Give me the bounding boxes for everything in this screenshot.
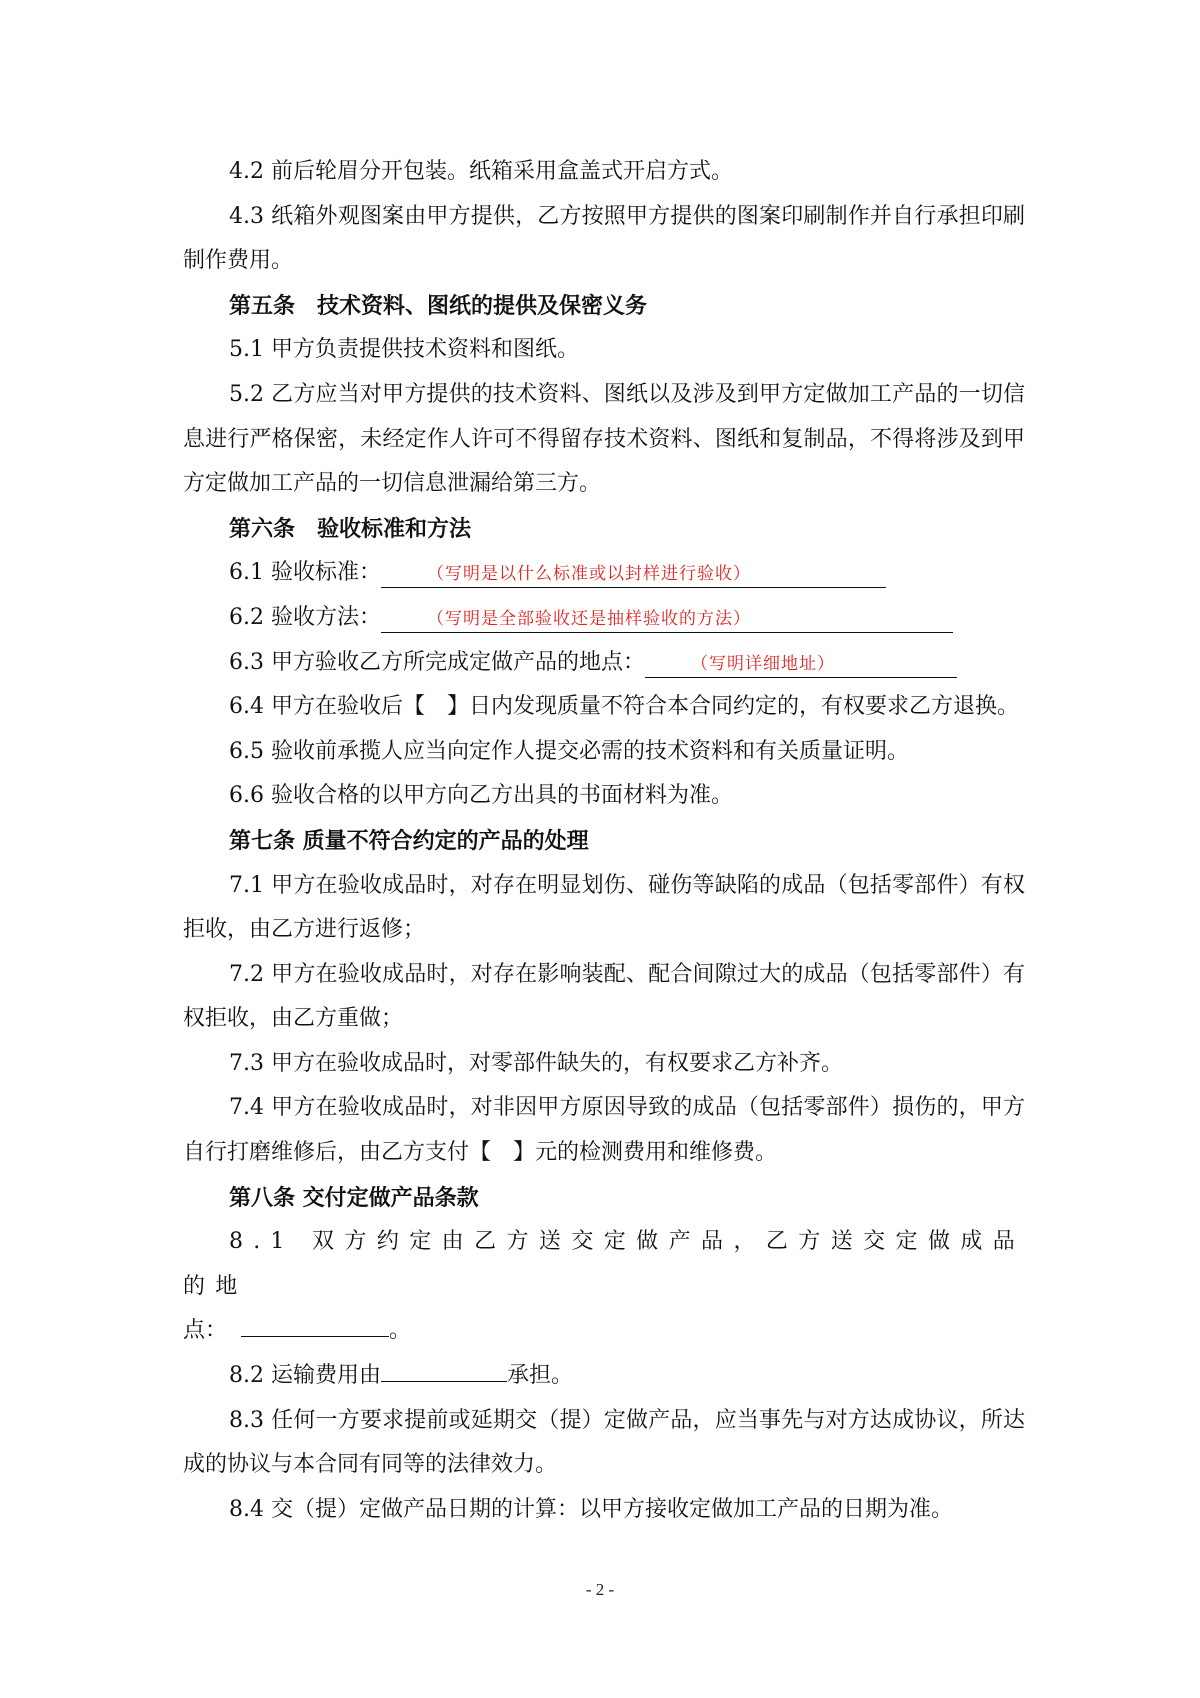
clause-8-2-prefix: 8.2 运输费用由 xyxy=(229,1363,381,1389)
clause-6-3-label: 6.3 甲方验收乙方所完成定做产品的地点： xyxy=(229,649,645,675)
clause-7-4: 7.4 甲方在验收成品时，对非因甲方原因导致的成品（包括零部件）损伤的，甲方自行打磨维修后，由乙方支付【 】元的检测费用和维修费。 xyxy=(183,1095,1025,1166)
clause-8-3: 8.3 任何一方要求提前或延期交（提）定做产品，应当事先与对方达成协议，所达成的协议与本合同有同等的法律效力。 xyxy=(183,1407,1025,1478)
clause-8-2-suffix: 承担。 xyxy=(506,1363,573,1389)
article-7-heading: 第七条 质量不符合约定的产品的处理 xyxy=(229,827,589,854)
clause-7-3: 7.3 甲方在验收成品时，对零部件缺失的，有权要求乙方补齐。 xyxy=(229,1050,843,1076)
freight-bearer-field[interactable] xyxy=(381,1355,507,1382)
clause-4-3: 4.3 纸箱外观图案由甲方提供，乙方按照甲方提供的图案印刷制作并自行承担印刷制作费用。 xyxy=(183,203,1025,274)
article-5-heading: 第五条 技术资料、图纸的提供及保密义务 xyxy=(229,292,648,319)
acceptance-location-hint: （写明详细地址） xyxy=(690,653,835,674)
clause-6-6: 6.6 验收合格的以甲方向乙方出具的书面材料为准。 xyxy=(229,783,733,809)
document-body xyxy=(183,150,1025,1532)
clause-6-5: 6.5 验收前承揽人应当向定作人提交必需的技术资料和有关质量证明。 xyxy=(229,738,909,764)
clause-8-1-line-2 xyxy=(183,1309,1025,1354)
page-number: - 2 - xyxy=(585,1580,615,1599)
acceptance-method-hint: （写明是全部验收还是抽样验收的方法） xyxy=(426,608,751,629)
article-8-heading: 第八条 交付定做产品条款 xyxy=(229,1184,479,1211)
clause-6-1 xyxy=(183,551,1025,596)
article-6-heading: 第六条 验收标准和方法 xyxy=(229,515,472,542)
clause-8-1-line-1: 8.1 双方约定由乙方送交定做产品，乙方送交定做成品的地 xyxy=(183,1229,1025,1299)
clause-7-2: 7.2 甲方在验收成品时，对存在影响装配、配合间隙过大的成品（包括零部件）有权拒收，由乙方重做； xyxy=(183,961,1025,1032)
acceptance-standard-hint: （写明是以什么标准或以封样进行验收） xyxy=(426,564,751,585)
clause-8-2 xyxy=(183,1354,1025,1399)
clause-8-1-prefix: 点： xyxy=(183,1318,228,1344)
clause-4-2: 4.2 前后轮眉分开包装。纸箱采用盒盖式开启方式。 xyxy=(229,159,733,184)
clause-6-2 xyxy=(183,596,1025,641)
clause-8-1-suffix: 。 xyxy=(389,1318,412,1344)
acceptance-location-field[interactable] xyxy=(645,650,957,678)
clause-5-1: 5.1 甲方负责提供技术资料和图纸。 xyxy=(229,337,579,363)
clause-5-2: 5.2 乙方应当对甲方提供的技术资料、图纸以及涉及到甲方定做加工产品的一切信息进行严格保密，未经定作人许可不得留存技术资料、图纸和复制品，不得将涉及到甲方定做加工产品的一切信息泄漏给第三方。 xyxy=(183,381,1025,497)
acceptance-standard-field[interactable] xyxy=(381,560,886,588)
clause-6-4: 6.4 甲方在验收后【 】日内发现质量不符合本合同约定的，有权要求乙方退换。 xyxy=(229,694,1019,720)
clause-6-1-label: 6.1 验收标准： xyxy=(229,560,381,586)
acceptance-method-field[interactable] xyxy=(381,605,953,633)
delivery-location-field[interactable] xyxy=(241,1310,389,1337)
clause-8-4: 8.4 交（提）定做产品日期的计算：以甲方接收定做加工产品的日期为准。 xyxy=(229,1496,953,1522)
clause-6-2-label: 6.2 验收方法： xyxy=(229,604,381,630)
clause-6-3 xyxy=(183,641,1025,686)
clause-7-1: 7.1 甲方在验收成品时，对存在明显划伤、碰伤等缺陷的成品（包括零部件）有权拒收，由乙方进行返修； xyxy=(183,872,1025,943)
